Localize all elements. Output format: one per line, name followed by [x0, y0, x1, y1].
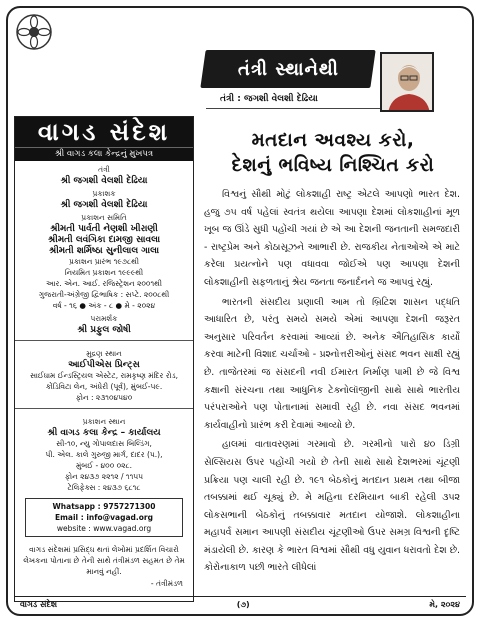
office-address-line: મુંબઈ - ૪૦૦ ૦૨૮. — [75, 461, 133, 470]
editor-portrait-icon — [382, 54, 434, 112]
info-line: ગુજરાતી-અંગ્રેજી દ્વિભાષિક : સપ્ટે. ૨૦૦૮થી — [38, 290, 170, 299]
guest-name: શ્રી પ્રફુલ જોષી — [77, 325, 131, 335]
article-headline — [210, 128, 456, 178]
office-phone: ફોન ૨૪૩૭ ૨૨૧૨ / ૧૧૫૫ — [64, 472, 144, 481]
print-name: આઈપીએસ પ્રિન્ટ્સ — [68, 360, 140, 370]
publisher-label: પ્રકાશક — [92, 189, 116, 198]
email-link[interactable]: Email : info@vagad.org — [54, 513, 153, 522]
page-footer — [14, 596, 466, 612]
whatsapp-number[interactable]: Whatsapp : 9757271300 — [52, 502, 156, 511]
disclaimer-signature: - તંત્રીમંડળ — [150, 579, 183, 588]
editorial-banner-title: તંત્રી સ્થાનેથી — [237, 58, 339, 80]
print-address-line: સાઈધામ ઈન્ડસ્ટ્રિયલ એસ્ટેટ, રામકૃષ્ણ મંદિર રોડ, — [30, 371, 178, 380]
committee-member: શ્રીમતી લવંગિકા દામજી સાવલા — [47, 235, 161, 245]
print-address-line: કોંડિવિટા લેન, અંધેરી (પૂર્વ), મુંબઈ-૫૯. — [45, 382, 163, 391]
website-link[interactable]: website : www.vagad.org — [56, 524, 152, 533]
print-block — [15, 345, 193, 404]
info-line: પ્રકાશન પ્રારંભ ૧૯૭૮થી — [68, 257, 140, 266]
editorial-byline: તંત્રી : જગશી વેલશી દેઢિયા — [206, 89, 416, 109]
committee-label: પ્રકાશન સમિતિ — [81, 213, 127, 222]
print-phone: ફોન : ૨૩૧૦૪૫૪૦ — [75, 393, 133, 402]
editorial-banner — [200, 50, 375, 88]
footer-date: મે, ૨૦૨૪ — [429, 599, 460, 609]
editor-block — [15, 161, 193, 336]
floral-ornament-icon — [14, 12, 54, 52]
article-paragraph: હાલમાં વાતાવરણમાં ગરમાવો છે. ગરમીનો પારો ૪૦ ડિગ્રી સેલ્સિયસ ઉપર પહોંચી ગયો છે તેની સાથે સાથે દેશભરમાં ચૂંટણી પ્રક્રિયા પણ ચાલી રહી છે. ૧૯૧ બેઠકોનું મતદાન પ્રથમ તથા બીજા તબક્કામાં થઈ ચૂક્યું છે. મે મહિના દરમિયાન બાકી રહેલી ૩૫૨ લોકસભાની બેઠકોનું તબક્કાવાર મતદાન યોજાશે. લોકશાહીના મહાપર્વ સમાન આપણી સંસદીય ચૂંટણીઓ ઉપર સમગ્ર વિશ્વની દૃષ્ટિ મંડાયેલી છે. કારણ કે ભારત વિશ્વમાં સૌથી વધુ યુવાન ધરાવતો દેશ છે. કોરોનાકાળ પછી ભારતે લીધેલાં — [204, 439, 460, 574]
contact-box — [25, 498, 183, 537]
editor-name: શ્રી જગશી વેલશી દેઢિયા — [60, 176, 148, 186]
masthead-sidebar — [14, 116, 194, 602]
info-line: આર. એન. આઈ. રજિસ્ટ્રેશન ૨૦૦૧થી — [45, 279, 163, 288]
headline-line-1: મતદાન અવશ્ય કરો, — [251, 130, 415, 151]
editor-label: તંત્રી — [98, 165, 110, 174]
office-address-line: સી-૧૦, ન્યુ ગોપાલદાસ બિલ્ડિંગ, — [56, 439, 152, 448]
office-telefax: ટેલિફેક્સ : ૨૪૩૭ ૬૮૧૮ — [67, 483, 141, 492]
office-block — [15, 413, 193, 494]
publisher-name: શ્રી જગશી વેલશી દેઢિયા — [60, 200, 148, 210]
office-label: પ્રકાશન સ્થાન — [82, 417, 126, 426]
page-number: (૭) — [236, 599, 250, 609]
editor-photo — [380, 52, 434, 112]
office-name: શ્રી વાગડ કલા કેન્દ્ર – કાર્યાલય — [47, 428, 161, 438]
disclaimer: વાગડ સંદેશમાં પ્રસિદ્ધ થતાં લેખોમાં પ્રદર્શિત વિચારો લેખકના પોતાના છે તેની સાથે તંત્રીમંડળ સહમત છે તેમ માનવું નહીં. — [23, 545, 185, 576]
masthead-title: વાગડ સંદેશ — [15, 117, 193, 147]
guest-label: પરામર્શક — [90, 314, 118, 323]
office-address-line: પી. એલ. કાલે ગુરુજી માર્ગ, દાદર (પ.), — [45, 450, 163, 459]
headline-line-2: દેશનું ભવિષ્ય નિશ્ચિત કરો — [231, 155, 435, 176]
footer-publication: વાગડ સંદેશ — [20, 599, 58, 609]
article-body — [204, 186, 460, 584]
issue-line: વર્ષ - ૧૬ ● અંક - ૮ ● મે - ૨૦૨૪ — [52, 301, 156, 310]
article-paragraph: વિશ્વનું સૌથી મોટું લોકશાહી રાષ્ટ્ર એટલે આપણો ભારત દેશ. હજુ ૭૫ વર્ષ પહેલાં સ્વતંત્ર થયેલા આપણા દેશમાં લોકશાહીનાં મૂળ ખૂબ જ ઊંડે સુધી પહોંચી ગયાં છે એ આ દેશની જનતાની સમજદારી - રાષ્ટ્રપ્રેમ અને કોઠાસૂઝને આભારી છે. રાજકીય નેતાઓએ એ માટે કરેલા પ્રયત્નોને પણ વધાવવા જોઈએ પણ આપણા દેશની લોકશાહીની સફળતાનું શ્રેય જનતા જનાર્દનને જ આપવું રહ્યું. — [204, 189, 460, 288]
article-paragraph: ભારતની સંસદીય પ્રણાલી આમ તો બ્રિટિશ શાસન પદ્ધતિ આધારિત છે, પરંતુ સમયે સમયે એમાં આપણા દેશની જરૂરત અનુસાર પરિવર્તન કરવામાં આવ્યાં છે. અનેક ઐતિહાસિક કાર્યો કરવા માટેની વિશાદ ચર્ચાઓ - પ્રશ્નોત્તરીઓનું સંસદ ભવન સાક્ષી રહ્યું છે. તાજેતરમાં જ સંસદની નવી ઈમારત નિર્માણ પામી છે જે વિશ્વ કક્ષાની સંરચના તથા આધુનિક ટેક્નોલૉજીની સાથે સાથે ભારતીય પરંપરાઓને પણ પોતાનામાં સમાવી રહી છે. નવા સંસદ ભવનમાં કાર્યવાહીનો પ્રારંભ કરી દેવામાં આવ્યો છે. — [204, 296, 460, 431]
sidebar-divider — [15, 340, 193, 341]
print-label: મુદ્રણ સ્થાન — [86, 349, 122, 358]
committee-member: શ્રીમતી શર્મિષ્ઠા સુનીલાલ ગાલા — [48, 246, 160, 256]
sidebar-divider — [15, 408, 193, 409]
committee-member: શ્રીમતી પાર્વતી નેણશી ખીરાણી — [50, 224, 158, 234]
info-line: નિયમિત પ્રકાશન ૧૯૯૯થી — [64, 268, 144, 277]
masthead-subtitle: શ્રી વાગડ કલા કેન્દ્રનું મુખપત્ર — [15, 147, 193, 161]
